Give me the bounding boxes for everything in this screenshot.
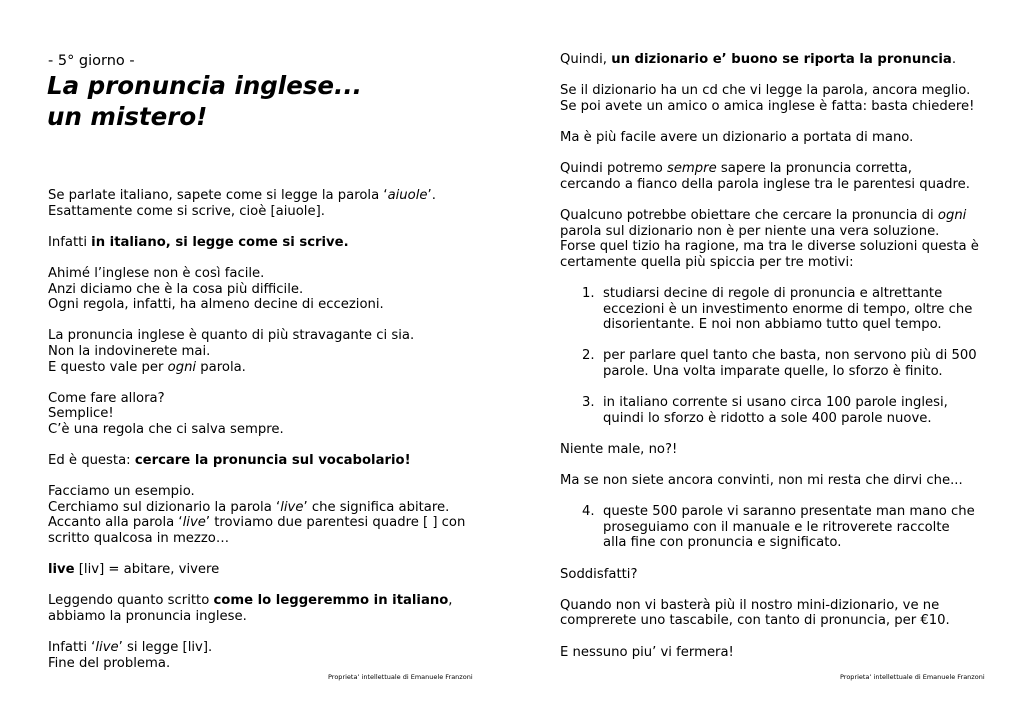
text-line: Come fare allora? bbox=[48, 390, 165, 406]
text-line: disorientante. E noi non abbiamo tutto quel tempo. bbox=[603, 317, 942, 333]
text-line bbox=[560, 52, 1000, 68]
text-line: per parlare quel tanto che basta, non servono più di 500 bbox=[603, 348, 977, 364]
text-line: Fine del problema. bbox=[48, 655, 171, 671]
text-line: Semplice! bbox=[48, 406, 114, 422]
italic-word: ogni bbox=[167, 359, 197, 375]
text-line bbox=[48, 640, 488, 656]
text-line: Facciamo un esempio. bbox=[48, 484, 195, 500]
text-line: Se il dizionario ha un cd che vi legge la parola, ancora meglio. bbox=[560, 83, 971, 99]
text-line: in italiano corrente si usano circa 100 parole inglesi, bbox=[603, 395, 948, 411]
text-line: quindi lo sforzo è ridotto a sole 400 parole nuove. bbox=[603, 410, 932, 426]
text: sapere la pronuncia corretta, bbox=[716, 161, 912, 177]
text: Accanto alla parola ‘ bbox=[48, 515, 183, 531]
title-line-2: un mistero! bbox=[47, 102, 208, 131]
italic-word: sempre bbox=[666, 161, 717, 177]
paragraph-obiezione bbox=[560, 208, 1000, 270]
title-line-1: La pronuncia inglese... bbox=[47, 71, 362, 100]
text: parola. bbox=[196, 359, 246, 375]
text: Ed è questa: bbox=[48, 453, 135, 469]
paragraph-difficulty bbox=[48, 266, 488, 313]
text-line: E nessuno piu’ vi fermera! bbox=[560, 644, 734, 660]
text-line: C’è una regola che ci salva sempre. bbox=[48, 421, 284, 437]
text: . bbox=[951, 52, 957, 67]
text: ’ che significa abitare. bbox=[303, 499, 450, 515]
text-line bbox=[560, 161, 1000, 177]
text: Leggendo quanto scritto bbox=[48, 593, 214, 609]
text-line: Niente male, no?! bbox=[560, 441, 678, 457]
paragraph-niente-male bbox=[560, 442, 1000, 458]
paragraph-esempio bbox=[48, 484, 488, 546]
left-body bbox=[48, 188, 488, 687]
list-item bbox=[560, 348, 1000, 379]
text: [liv] = abitare, vivere bbox=[74, 562, 220, 578]
italic-word: live bbox=[280, 499, 304, 515]
paragraph-sempre bbox=[560, 161, 1000, 192]
list-number: 2. bbox=[582, 348, 595, 364]
text-line: Ma se non siete ancora convinti, non mi resta che dirvi che... bbox=[560, 473, 963, 489]
paragraph-rule bbox=[48, 235, 488, 251]
text-line: Anzi diciamo che è la cosa più difficile. bbox=[48, 281, 304, 297]
text-line: parola sul dizionario non è per niente una vera soluzione. bbox=[560, 223, 940, 239]
text: Quindi potremo bbox=[560, 161, 667, 177]
paragraph-fine bbox=[48, 640, 488, 671]
text-line: Soddisfatti? bbox=[560, 566, 638, 582]
day-label: - 5° giorno - bbox=[48, 53, 135, 69]
text-line: scritto qualcosa in mezzo… bbox=[48, 531, 230, 547]
list-number: 4. bbox=[582, 504, 595, 520]
text-line: studiarsi decine di regole di pronuncia e altrettante bbox=[603, 285, 943, 301]
italic-word: live bbox=[95, 640, 119, 656]
paragraph-portata bbox=[560, 130, 1000, 146]
text: Qualcuno potrebbe obiettare che cercare la pronuncia di bbox=[560, 207, 938, 223]
text: ’ si legge [liv]. bbox=[118, 640, 213, 656]
text-line: Esattamente come si scrive, cioè [aiuole]. bbox=[48, 203, 325, 219]
text-line: Non la indovinerete mai. bbox=[48, 343, 211, 359]
text-line: Ma è più facile avere un dizionario a portata di mano. bbox=[560, 129, 914, 145]
text-line: comprerete uno tascabile, con tanto di pronuncia, per €10. bbox=[560, 613, 950, 629]
list-item bbox=[560, 395, 1000, 426]
text: Quindi, bbox=[560, 52, 612, 67]
bold-text: come lo leggeremmo in italiano bbox=[213, 593, 449, 609]
paragraph-live-definition bbox=[48, 562, 488, 578]
text-line bbox=[48, 562, 488, 578]
bold-text: cercare la pronuncia sul vocabolario! bbox=[134, 453, 411, 469]
reasons-list-continued bbox=[560, 504, 1000, 551]
right-page bbox=[512, 0, 1024, 724]
text: ’ troviamo due parentesi quadre [ ] con bbox=[205, 515, 466, 531]
text-line bbox=[48, 515, 488, 531]
text-line bbox=[560, 208, 1000, 224]
text-line: certamente quella più spiccia per tre motivi: bbox=[560, 254, 854, 270]
text: ’. bbox=[427, 188, 436, 203]
text-line bbox=[48, 188, 488, 204]
paragraph-dizionario bbox=[560, 52, 1000, 68]
paragraph-leggendo bbox=[48, 593, 488, 624]
list-item bbox=[560, 504, 1000, 551]
paragraph-cd bbox=[560, 83, 1000, 114]
text-line: Ahimé l’inglese non è così facile. bbox=[48, 265, 265, 281]
text-line: cercando a fianco della parola inglese tra le parentesi quadre. bbox=[560, 176, 970, 192]
text-line: proseguiamo con il manuale e le ritroverete raccolte bbox=[603, 519, 950, 535]
bold-text: un dizionario e’ buono se riporta la pronuncia bbox=[611, 52, 952, 67]
text-line: Se poi avete un amico o amica inglese è fatta: basta chiedere! bbox=[560, 98, 975, 114]
page-title bbox=[47, 70, 362, 132]
paragraph-convinti bbox=[560, 473, 1000, 489]
paragraph-stravagante bbox=[48, 328, 488, 375]
paragraph-come-fare bbox=[48, 391, 488, 438]
bold-text: live bbox=[48, 562, 75, 578]
italic-word: aiuole bbox=[387, 188, 428, 203]
paragraph-regola bbox=[48, 453, 488, 469]
text: E questo vale per bbox=[48, 359, 168, 375]
text-line: alla fine con pronuncia e significato. bbox=[603, 535, 842, 551]
paragraph-tascabile bbox=[560, 598, 1000, 629]
list-number: 1. bbox=[582, 285, 595, 301]
paragraph-fermera bbox=[560, 645, 1000, 661]
text-line bbox=[48, 500, 488, 516]
italic-word: live bbox=[182, 515, 206, 531]
text: Infatti bbox=[48, 234, 92, 250]
paragraph-aiuole bbox=[48, 188, 488, 219]
text-line: La pronuncia inglese è quanto di più stravagante ci sia. bbox=[48, 328, 415, 344]
bold-text: in italiano, si legge come si scrive. bbox=[91, 234, 349, 250]
italic-word: ogni bbox=[937, 207, 967, 223]
text: , bbox=[448, 593, 453, 609]
text-line bbox=[48, 453, 488, 469]
footer-copyright: Proprieta’ intellettuale di Emanuele Franzoni bbox=[840, 673, 985, 681]
footer-copyright: Proprieta’ intellettuale di Emanuele Franzoni bbox=[328, 673, 473, 681]
reasons-list bbox=[560, 286, 1000, 426]
list-item bbox=[560, 286, 1000, 333]
text: Infatti ‘ bbox=[48, 640, 96, 656]
right-body bbox=[560, 52, 1000, 676]
text-line bbox=[48, 593, 488, 609]
text-line bbox=[48, 235, 488, 251]
text-line: Ogni regola, infatti, ha almeno decine di eccezioni. bbox=[48, 297, 384, 313]
text-line: Quando non vi basterà più il nostro mini-dizionario, ve ne bbox=[560, 597, 940, 613]
text-line: eccezioni è un investimento enorme di tempo, oltre che bbox=[603, 301, 973, 317]
text-line: queste 500 parole vi saranno presentate man mano che bbox=[603, 504, 975, 520]
text-line: parole. Una volta imparate quelle, lo sforzo è finito. bbox=[603, 363, 943, 379]
text-line bbox=[48, 360, 488, 376]
text: Se parlate italiano, sapete come si legge la parola ‘ bbox=[48, 188, 388, 203]
paragraph-soddisfatti bbox=[560, 567, 1000, 583]
text-line: Forse quel tizio ha ragione, ma tra le diverse soluzioni questa è bbox=[560, 239, 979, 255]
text: Cerchiamo sul dizionario la parola ‘ bbox=[48, 499, 281, 515]
text-line: abbiamo la pronuncia inglese. bbox=[48, 609, 247, 625]
list-number: 3. bbox=[582, 395, 595, 411]
